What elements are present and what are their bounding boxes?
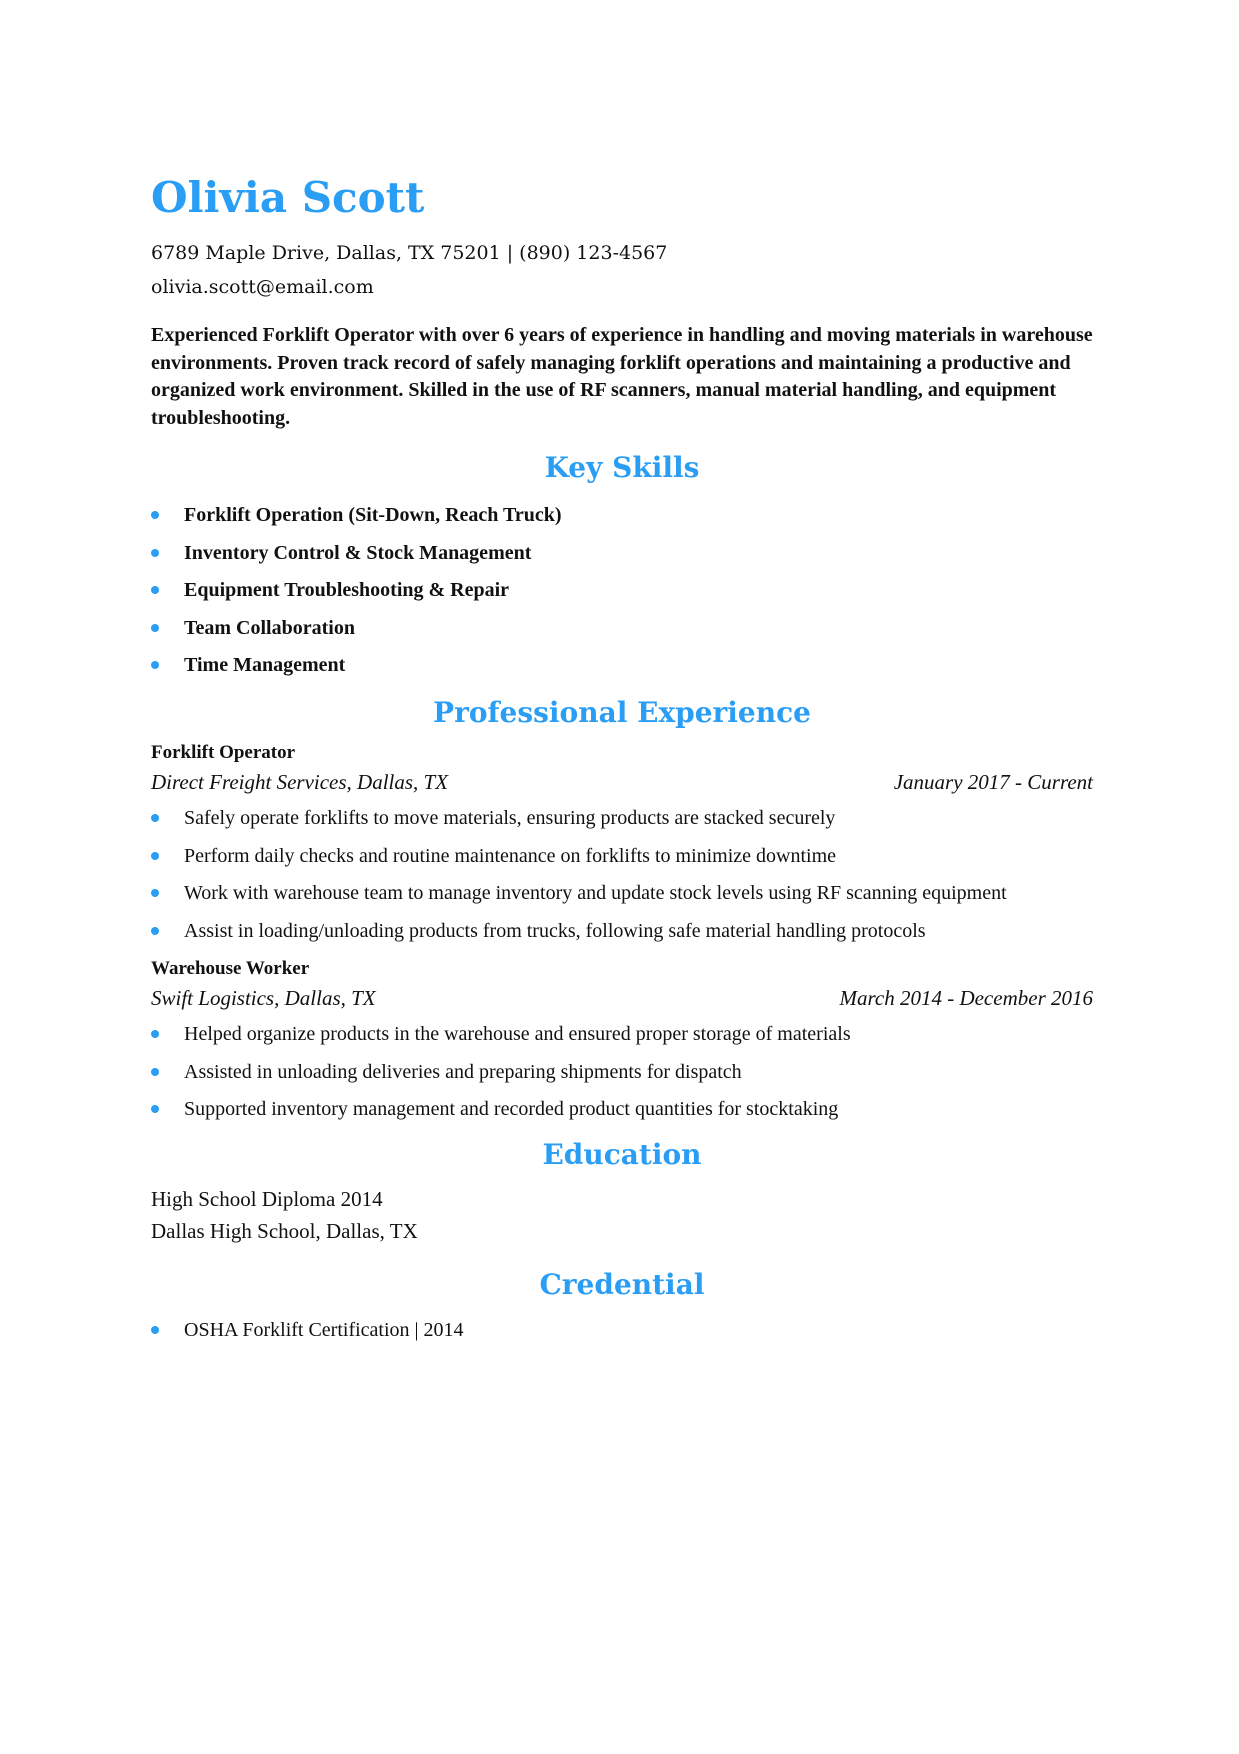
- job-bullet: [151, 805, 1093, 832]
- job-bullet: [151, 918, 1093, 945]
- job-bullet: [151, 1059, 1093, 1086]
- credential-list: [151, 1317, 1093, 1344]
- skill-item: [151, 652, 1093, 679]
- credential-heading: Credential: [539, 1268, 705, 1301]
- job-dates: March 2014 - December 2016: [839, 986, 1093, 1010]
- skill-text: Inventory Control & Stock Management: [184, 541, 532, 564]
- bullet-icon: [151, 889, 159, 897]
- skill-item: [151, 577, 1093, 604]
- credential-item: [151, 1317, 1093, 1344]
- job-bullet-text: Assisted in unloading deliveries and preparing shipments for dispatch: [184, 1060, 742, 1083]
- key-skills-heading: Key Skills: [544, 451, 700, 484]
- job-bullet-text: Assist in loading/unloading products from trucks, following safe material handling protocols: [184, 919, 926, 942]
- job-bullets: [151, 1021, 1093, 1123]
- bullet-icon: [151, 1030, 159, 1038]
- email: olivia.scott@email.com: [151, 276, 374, 298]
- job-entry: [151, 739, 1093, 945]
- job-meta: [151, 767, 1093, 797]
- resume-page: [151, 172, 1093, 1355]
- credential-text: OSHA Forklift Certification | 2014: [184, 1319, 464, 1341]
- job-bullet-text: Safely operate forklifts to move materials, ensuring products are stacked securely: [184, 807, 836, 829]
- summary: Experienced Forklift Operator with over 6 years of experience in handling and moving materials in warehouse environments. Proven track record of safely managing forklift operations and maintaining a productive and organized work environment. Skilled in the use of RF scanners, manual material handling, and equipment troubleshooting.: [151, 324, 1093, 429]
- candidate-name: Olivia Scott: [151, 173, 425, 222]
- job-bullet: [151, 1021, 1093, 1048]
- job-bullet-text: Helped organize products in the warehouse and ensured proper storage of materials: [184, 1023, 851, 1045]
- education-entry: [151, 1183, 1093, 1247]
- skill-item: [151, 615, 1093, 642]
- job-bullets: [151, 805, 1093, 945]
- experience-heading: Professional Experience: [433, 696, 811, 729]
- job-bullet: [151, 1096, 1093, 1123]
- job-company: Swift Logistics, Dallas, TX: [151, 986, 376, 1010]
- skill-text: Team Collaboration: [184, 616, 355, 639]
- job-company: Direct Freight Services, Dallas, TX: [151, 770, 449, 794]
- bullet-icon: [151, 852, 159, 860]
- bullet-icon: [151, 1105, 159, 1113]
- job-title: Forklift Operator: [151, 742, 296, 763]
- bullet-icon: [151, 927, 159, 935]
- skill-item: [151, 502, 1093, 529]
- education-heading: Education: [542, 1138, 702, 1171]
- bullet-icon: [151, 661, 159, 669]
- bullet-icon: [151, 1068, 159, 1076]
- job-dates: January 2017 - Current: [893, 770, 1093, 794]
- address-phone: 6789 Maple Drive, Dallas, TX 75201 | (890) 123-4567: [151, 242, 668, 264]
- bullet-icon: [151, 814, 159, 822]
- skill-text: Time Management: [184, 654, 346, 676]
- education-degree: High School Diploma 2014: [151, 1187, 383, 1211]
- key-skills-list: [151, 502, 1093, 679]
- skill-text: Equipment Troubleshooting & Repair: [184, 579, 510, 601]
- job-bullet-text: Perform daily checks and routine maintenance on forklifts to minimize downtime: [184, 844, 837, 867]
- job-bullet-text: Work with warehouse team to manage inventory and update stock levels using RF scanning equipment: [184, 882, 1007, 904]
- education-school: Dallas High School, Dallas, TX: [151, 1219, 418, 1243]
- job-bullet-text: Supported inventory management and recorded product quantities for stocktaking: [184, 1098, 839, 1120]
- bullet-icon: [151, 1326, 159, 1334]
- bullet-icon: [151, 624, 159, 632]
- skill-item: [151, 540, 1093, 567]
- job-bullet: [151, 880, 1093, 907]
- job-meta: [151, 983, 1093, 1013]
- skill-text: Forklift Operation (Sit-Down, Reach Truck): [184, 504, 562, 526]
- bullet-icon: [151, 586, 159, 594]
- job-entry: [151, 955, 1093, 1123]
- bullet-icon: [151, 511, 159, 519]
- job-title: Warehouse Worker: [151, 958, 310, 979]
- bullet-icon: [151, 549, 159, 557]
- job-bullet: [151, 843, 1093, 870]
